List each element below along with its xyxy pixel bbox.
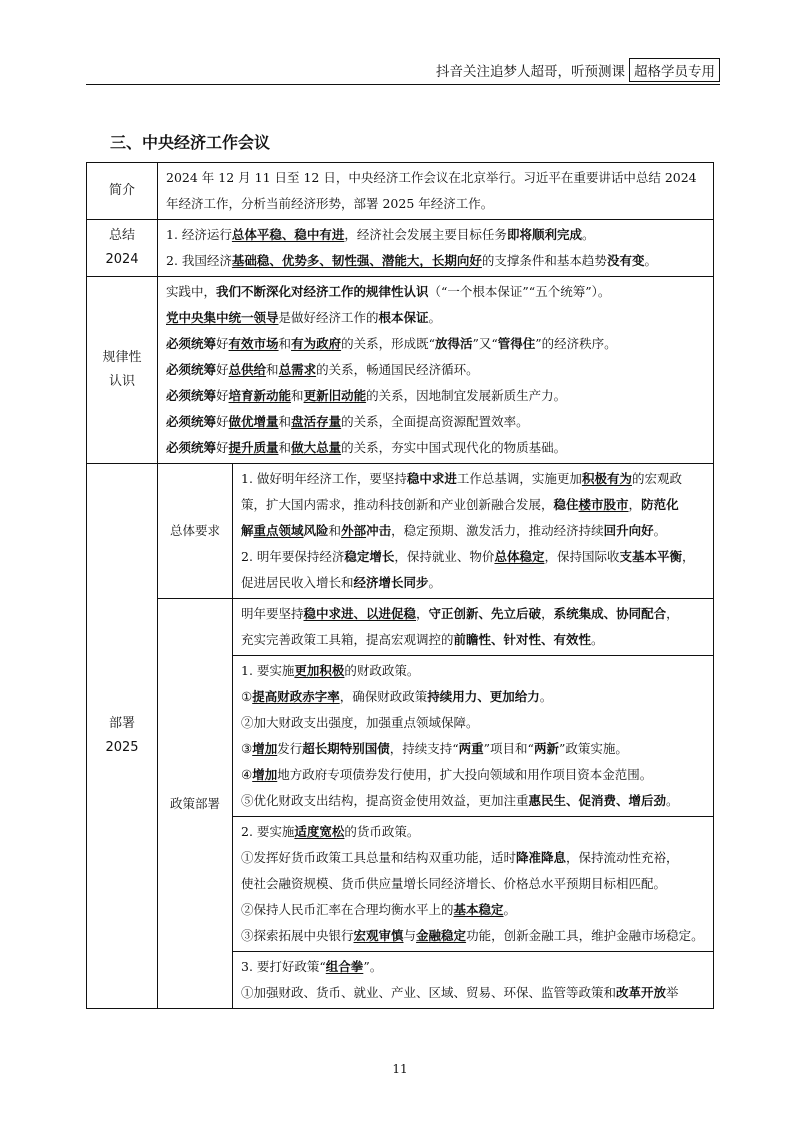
overall-content: [233, 464, 714, 599]
text-line: [241, 658, 708, 684]
text-run: ，经济社会发展主要目标任务: [344, 227, 507, 242]
emphasis-bold: 放得活: [434, 336, 473, 351]
text-run: ①加强财政、货币、就业、产业、区域、贸易、环保、监管等政策和: [241, 985, 617, 1000]
text-run: 功能，创新金融工具，维护金融市场稳定。: [466, 928, 704, 943]
text-run: ”政策实施。: [558, 741, 628, 756]
label-overall: 总体要求: [158, 464, 233, 599]
text-line: [241, 819, 708, 845]
emphasis-underlined: 金融稳定: [416, 928, 467, 943]
emphasis-underlined: 外部: [341, 523, 367, 538]
emphasis-bold: 守正创新、先立后破: [428, 606, 542, 621]
text-run: ”又“: [472, 336, 498, 351]
label-summary: [87, 220, 158, 277]
text-run: 好: [216, 336, 229, 351]
text-run: 好: [216, 414, 229, 429]
text-line: [241, 897, 708, 923]
text-run: ②保持人民币汇率在合理均衡水平上的: [241, 902, 454, 917]
fiscal-policy: [233, 656, 714, 817]
emphasis-underlined: 适度宽松: [294, 824, 345, 839]
text-run: 。: [653, 523, 667, 538]
text-run: 和: [291, 388, 304, 403]
text-run: 的关系，夯实中国式现代化的物质基础。: [341, 440, 567, 455]
text-run: 。: [428, 575, 442, 590]
row-summary: [87, 220, 714, 277]
emphasis-bold: 支基本平衡: [619, 549, 682, 564]
emphasis-bold: 根本保证: [378, 310, 429, 325]
text-run: ②加大财政支出强度，加强重点领域保障。: [241, 715, 479, 730]
text-line: [241, 684, 708, 710]
section-title: 三、中央经济工作会议: [110, 133, 271, 152]
text-run: 的关系，畅通国民经济循环。: [316, 362, 479, 377]
text-line: [241, 601, 708, 627]
emphasis-bold: 冲击: [366, 523, 392, 538]
text-run: 明年要坚持: [241, 606, 304, 621]
text-run: 2. 我国经济: [166, 253, 232, 268]
text-line: [241, 736, 708, 762]
label-summary-top: 总结: [108, 228, 135, 243]
emphasis-bold: 经济增长同步: [353, 575, 429, 590]
emphasis-bold: 稳定增长: [344, 549, 395, 564]
emphasis-bold: 回升向好: [603, 523, 654, 538]
policy-combo: [233, 952, 714, 1009]
emphasis-underlined: 积极有为: [581, 471, 632, 486]
label-regularity: [87, 277, 158, 464]
emphasis-bold: 前瞻性、针对性、有效性: [453, 632, 592, 647]
text-run: 。: [666, 793, 679, 808]
label-summary-bottom: 2024: [105, 252, 139, 267]
text-run: ，保持流动性充裕，: [566, 850, 679, 865]
emphasis-underlined: 总供给: [228, 362, 267, 377]
text-run: ，: [416, 606, 429, 621]
text-run: 。: [644, 253, 657, 268]
text-run: ①发挥好货币政策工具总量和结构双重功能，适时: [241, 850, 517, 865]
emphasis-bold: 管得住: [497, 336, 536, 351]
text-run: 充实完善政策工具箱，提高宏观调控的: [241, 632, 454, 647]
emphasis-bold: 稳中求进: [406, 471, 457, 486]
label-regularity-bottom: 认识: [108, 374, 135, 389]
text-run: 促进居民收入增长和: [241, 575, 354, 590]
header-note: 抖音关注追梦人超哥，听预测课: [436, 64, 625, 80]
policy-principle: [233, 599, 714, 656]
emphasis-underlined: 组合拳: [325, 959, 364, 974]
row-regularity: [87, 277, 714, 464]
text-run: ，: [666, 606, 679, 621]
text-line: [241, 710, 708, 736]
emphasis-underlined: 更加积极: [294, 663, 345, 678]
emphasis-bold: 改革开放: [616, 985, 667, 1000]
row-intro: [87, 163, 714, 220]
intro-text: 2024 年 12 月 11 日至 12 日，中央经济工作会议在北京举行。习近平在重要讲话中总结 2024 年经济工作，分析当前经济形势，部署 2025 年经济工作。: [158, 163, 714, 220]
page-header: [436, 58, 720, 82]
label-regularity-top: 规律性: [102, 350, 142, 365]
summary-content: [158, 220, 714, 277]
emphasis-underlined: 总体平稳、稳中有进: [231, 227, 345, 242]
text-line: [166, 435, 708, 461]
text-run: ”。: [363, 959, 383, 974]
emphasis-underlined: 有效市场: [228, 336, 279, 351]
text-run: 好: [216, 388, 229, 403]
emphasis-underlined: 基本稳定: [453, 902, 504, 917]
text-run: 实践中，: [166, 284, 217, 299]
text-run: 的宏观政: [631, 471, 682, 486]
text-run: 。: [503, 902, 517, 917]
text-line: [241, 788, 708, 814]
text-run: 和: [278, 414, 292, 429]
text-line: [166, 222, 708, 248]
emphasis-bold: 超长期特别国债: [302, 741, 390, 756]
text-line: [166, 409, 708, 435]
text-line: [241, 466, 708, 492]
text-run: 和: [266, 362, 279, 377]
emphasis-underlined: 盘活存量: [291, 414, 342, 429]
emphasis-underlined: 提高财政赤字率: [252, 689, 340, 704]
text-run: ，保持国际收: [544, 549, 620, 564]
text-run: 。: [428, 310, 442, 325]
text-run: 。: [591, 632, 604, 647]
emphasis-bold: 两重: [458, 741, 484, 756]
emphasis-bold: 两新: [533, 741, 559, 756]
emphasis-underlined: 提升质量: [228, 440, 279, 455]
text-run: ④: [241, 767, 253, 782]
text-run: 发行: [277, 741, 303, 756]
text-run: 2. 明年要保持经济: [241, 549, 345, 564]
text-run: 工作总基调，实施更加: [456, 471, 582, 486]
emphasis-bold: 系统集成、协同配合: [553, 606, 667, 621]
text-run: 的货币政策。: [344, 824, 420, 839]
emphasis-underlined: 党中央集中统一领导: [166, 310, 279, 325]
label-deploy-top: 部署: [108, 716, 135, 731]
text-run: 策，扩大国内需求，推动科技创新和产业创新融合发展，: [241, 497, 554, 512]
emphasis-underlined: 做优增量: [228, 414, 279, 429]
emphasis-underlined: 增加: [252, 741, 278, 756]
emphasis-underlined: 稳中求进、以进促稳: [303, 606, 417, 621]
text-run: 地方政府专项债券发行使用，扩大投向领域和用作项目资本金范围。: [277, 767, 653, 782]
text-run: 的关系，全面提高资源配置效率。: [341, 414, 529, 429]
label-deploy-bottom: 2025: [105, 740, 139, 755]
emphasis-bold: 惠民生、促消费、增后劲: [528, 793, 667, 808]
text-run: ⑤优化财政支出结构，提高资金使用效益，更加注重: [241, 793, 529, 808]
text-run: ，持续支持“: [389, 741, 459, 756]
text-run: 与: [403, 928, 417, 943]
emphasis-bold: 必须统筹: [166, 414, 217, 429]
conference-table: [86, 162, 714, 1009]
text-line: [166, 248, 708, 274]
emphasis-underlined: 增加: [252, 767, 278, 782]
text-run: 使社会融资规模、货币供应量增长同经济增长、价格总水平预期目标相匹配。: [241, 876, 667, 891]
text-run: ，: [628, 497, 642, 512]
text-line: [241, 871, 708, 897]
emphasis-bold: 必须统筹: [166, 440, 217, 455]
emphasis-bold: 稳住: [553, 497, 579, 512]
emphasis-underlined: 培育新动能: [228, 388, 292, 403]
text-run: 是做好经济工作的: [278, 310, 379, 325]
text-run: ”项目和“: [483, 741, 534, 756]
text-run: ”的经济秩序。: [535, 336, 617, 351]
emphasis-underlined: 更新旧动能: [303, 388, 367, 403]
text-run: 1. 经济运行: [166, 227, 232, 242]
emphasis-bold: 风险: [303, 523, 329, 538]
emphasis-bold: 解: [241, 523, 254, 538]
text-run: 举: [666, 985, 679, 1000]
regularity-content: [158, 277, 714, 464]
text-line: [241, 762, 708, 788]
text-run: 3. 要打好政策“: [241, 959, 326, 974]
label-deploy: [87, 464, 158, 1009]
text-line: [241, 845, 708, 871]
text-run: ，稳定预期、激发活力，推动经济持续: [391, 523, 604, 538]
emphasis-underlined: 重点领域: [253, 523, 304, 538]
monetary-policy: [233, 817, 714, 952]
label-intro: 简介: [87, 163, 158, 220]
text-run: ③探索拓展中央银行: [241, 928, 354, 943]
emphasis-bold: 我们不断深化对经济工作的规律性认识: [216, 284, 429, 299]
emphasis-underlined: 基础稳、优势多、韧性强、潜能大，长期向好: [231, 253, 482, 268]
text-line: [241, 518, 708, 544]
text-run: ，保持就业、物价: [394, 549, 495, 564]
header-divider: [86, 84, 720, 85]
text-run: ，: [541, 606, 554, 621]
row-policy-principle: [87, 599, 714, 656]
text-run: 1. 要实施: [241, 663, 295, 678]
emphasis-underlined: 有为政府: [291, 336, 342, 351]
emphasis-underlined: 楼市股市: [578, 497, 629, 512]
page-number: 11: [392, 1062, 408, 1076]
emphasis-bold: 持续用力、更加给力: [427, 689, 540, 704]
text-line: [241, 980, 708, 1006]
text-run: 1. 做好明年经济工作，要坚持: [241, 471, 407, 486]
text-line: [166, 331, 708, 357]
emphasis-underlined: 总体稳定: [494, 549, 545, 564]
emphasis-underlined: 做大总量: [291, 440, 342, 455]
row-overall: [87, 464, 714, 599]
emphasis-bold: 即将顺利完成: [506, 227, 582, 242]
text-line: [241, 923, 708, 949]
text-line: [241, 570, 708, 596]
text-run: ，确保财政政策: [339, 689, 428, 704]
text-run: 好: [216, 362, 229, 377]
text-line: [166, 383, 708, 409]
header-tag: 超格学员专用: [629, 58, 720, 82]
text-run: 的关系，因地制宜发展新质生产力。: [366, 388, 567, 403]
text-run: 的支撑条件和基本趋势: [481, 253, 607, 268]
text-run: 和: [278, 336, 292, 351]
text-run: 2. 要实施: [241, 824, 295, 839]
text-run: 和: [278, 440, 292, 455]
emphasis-bold: 必须统筹: [166, 362, 217, 377]
emphasis-bold: 防范化: [641, 497, 679, 512]
emphasis-bold: 必须统筹: [166, 388, 217, 403]
text-line: [166, 279, 708, 305]
text-run: 好: [216, 440, 229, 455]
emphasis-bold: 降准降息: [516, 850, 567, 865]
text-run: 。: [539, 689, 553, 704]
emphasis-bold: 没有变: [606, 253, 645, 268]
text-line: [166, 357, 708, 383]
emphasis-bold: 必须统筹: [166, 336, 217, 351]
text-line: [241, 954, 708, 980]
text-run: 和: [328, 523, 342, 538]
text-line: [241, 627, 708, 653]
text-run: （“一个根本保证”“五个统筹”）。: [428, 284, 611, 299]
text-line: [241, 544, 708, 570]
emphasis-underlined: 宏观审慎: [353, 928, 404, 943]
text-run: 的财政政策。: [344, 663, 420, 678]
text-run: ①: [241, 689, 253, 704]
label-policy: 政策部署: [158, 599, 233, 1009]
emphasis-underlined: 总需求: [278, 362, 317, 377]
text-line: [241, 492, 708, 518]
text-run: ③: [241, 741, 253, 756]
text-run: 。: [581, 227, 595, 242]
text-run: 的关系，形成既“: [341, 336, 435, 351]
text-line: [166, 305, 708, 331]
text-run: ，: [681, 549, 695, 564]
